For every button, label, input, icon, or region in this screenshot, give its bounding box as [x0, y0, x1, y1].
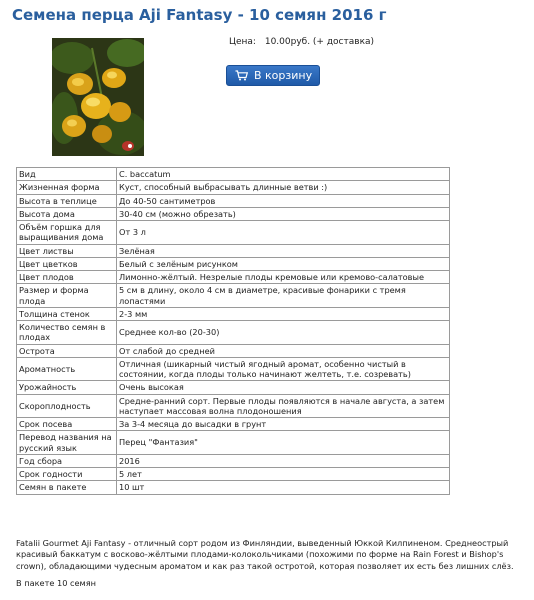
spec-value: До 40-50 сантиметров — [117, 194, 450, 207]
description — [16, 538, 532, 596]
spec-key: Скороплодность — [17, 394, 117, 418]
spec-key: Вид — [17, 168, 117, 181]
spec-value: Очень высокая — [117, 381, 450, 394]
spec-value: Белый с зелёным рисунком — [117, 257, 450, 270]
spec-value: От 3 л — [117, 221, 450, 245]
spec-value: За 3-4 месяца до высадки в грунт — [117, 418, 450, 431]
pepper-photo-icon — [52, 38, 144, 156]
spec-key: Жизненная форма — [17, 181, 117, 194]
spec-key: Размер и форма плода — [17, 284, 117, 308]
spec-key: Количество семян в плодах — [17, 321, 117, 345]
spec-key: Высота дома — [17, 207, 117, 220]
product-image[interactable] — [52, 38, 144, 156]
table-row — [17, 257, 450, 270]
table-row — [17, 381, 450, 394]
table-row — [17, 207, 450, 220]
spec-value: 2-3 мм — [117, 307, 450, 320]
table-row — [17, 431, 450, 455]
spec-value: C. baccatum — [117, 168, 450, 181]
spec-value: От слабой до средней — [117, 344, 450, 357]
spec-value: 10 шт — [117, 481, 450, 494]
spec-key: Цвет плодов — [17, 271, 117, 284]
spec-key: Острота — [17, 344, 117, 357]
spec-value: 30-40 см (можно обрезать) — [117, 207, 450, 220]
spec-value: Среднее кол-во (20-30) — [117, 321, 450, 345]
spec-value: 5 см в длину, около 4 см в диаметре, красивые фонарики с тремя лопастями — [117, 284, 450, 308]
spec-key: Объём горшка для выращивания дома — [17, 221, 117, 245]
table-row — [17, 194, 450, 207]
table-row — [17, 181, 450, 194]
table-row — [17, 357, 450, 381]
spec-key: Семян в пакете — [17, 481, 117, 494]
spec-key: Перевод названия на русский язык — [17, 431, 117, 455]
description-seed-count: В пакете 10 семян — [16, 578, 96, 589]
spec-value: Лимонно-жёлтый. Незрелые плоды кремовые или кремово-салатовые — [117, 271, 450, 284]
table-row — [17, 221, 450, 245]
spec-value: Средне-ранний сорт. Первые плоды появляются в начале августа, а затем наступает массовая волна плодоношения — [117, 394, 450, 418]
description-paragraph: Fatalii Gourmet Aji Fantasy - отличный сорт родом из Финляндии, выведенный Юккой Килпиненом. Среднеострый красивый баккатум с восково-жёлтыми плодами-колокольчиками (похожими по форме на Rain Forest и Bishop's crown), обладающими чудесным ароматом и как раз такой остротой, которая позволяет их есть без лишних слёз. — [16, 538, 514, 571]
table-row — [17, 418, 450, 431]
table-row — [17, 244, 450, 257]
table-row — [17, 284, 450, 308]
price-label: Цена: — [229, 37, 256, 47]
table-row — [17, 468, 450, 481]
spec-key: Урожайность — [17, 381, 117, 394]
spec-key: Толщина стенок — [17, 307, 117, 320]
table-row — [17, 344, 450, 357]
spec-value: Зелёная — [117, 244, 450, 257]
spec-value: Перец "Фантазия" — [117, 431, 450, 455]
specs-table — [16, 167, 450, 495]
spec-value: Отличная (шикарный чистый ягодный аромат, особенно чистый в состоянии, когда плоды только начинают желтеть, т.е. созревать) — [117, 357, 450, 381]
spec-key: Срок посева — [17, 418, 117, 431]
table-row — [17, 321, 450, 345]
spec-value: 2016 — [117, 454, 450, 467]
add-to-cart-label: В корзину — [254, 69, 313, 82]
table-row — [17, 481, 450, 494]
price-row — [229, 37, 374, 47]
spec-value: 5 лет — [117, 468, 450, 481]
spec-key: Цвет листвы — [17, 244, 117, 257]
spec-key: Ароматность — [17, 357, 117, 381]
table-row — [17, 394, 450, 418]
price-value: 10.00руб. (+ доставка) — [264, 37, 375, 47]
spec-key: Высота в теплице — [17, 194, 117, 207]
page-title: Семена перца Aji Fantasy - 10 семян 2016 г — [12, 6, 387, 24]
spec-key: Год сбора — [17, 454, 117, 467]
spec-key: Срок годности — [17, 468, 117, 481]
table-row — [17, 454, 450, 467]
table-row — [17, 271, 450, 284]
spec-key: Цвет цветков — [17, 257, 117, 270]
table-row — [17, 168, 450, 181]
cart-icon — [235, 70, 248, 81]
table-row — [17, 307, 450, 320]
spec-value: Куст, способный выбрасывать длинные ветви :) — [117, 181, 450, 194]
add-to-cart-button[interactable] — [226, 65, 320, 86]
